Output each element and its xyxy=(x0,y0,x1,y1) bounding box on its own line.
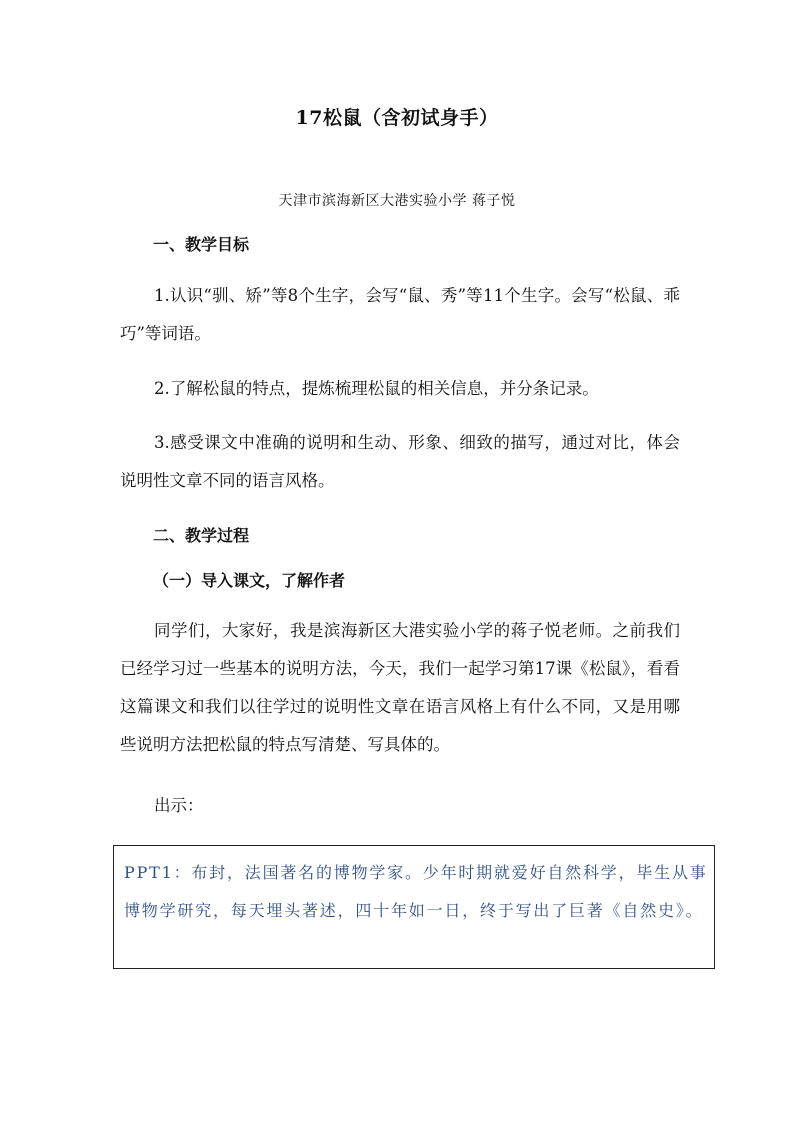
show-label: 出示： xyxy=(154,796,204,815)
subsection-heading-1: （一）导入课文，了解作者 xyxy=(153,571,346,590)
document-title: 17松鼠（含初试身手） xyxy=(295,107,499,129)
process-heading: 二、教学过程 xyxy=(153,526,250,545)
goal-paragraph-2: 2.了解松鼠的特点，提炼梳理松鼠的相关信息，并分条记录。 xyxy=(154,379,599,398)
author-line: 天津市滨海新区大港实验小学 蒋子悦 xyxy=(278,193,516,209)
ppt-callout-box xyxy=(113,845,715,969)
goal-paragraph-1: 1.认识“驯、矫”等8个生字，会写“鼠、秀”等11个生字。会写“松鼠、乖巧”等词语。 xyxy=(120,286,680,343)
goal-paragraph-3: 3.感受课文中准确的说明和生动、形象、细致的描写，通过对比，体会说明性文章不同的语言风格。 xyxy=(120,433,680,490)
goals-heading: 一、教学目标 xyxy=(153,235,250,254)
intro-paragraph: 同学们，大家好，我是滨海新区大港实验小学的蒋子悦老师。之前我们已经学习过一些基本的说明方法，今天，我们一起学习第17课《松鼠》，看看这篇课文和我们以往学过的说明性文章在语言风格上有什么不同，又是用哪些说明方法把松鼠的特点写清楚、写具体的。 xyxy=(120,621,680,754)
ppt1-text: PPT1：布封，法国著名的博物学家。少年时期就爱好自然科学，毕生从事博物学研究，每天埋头著述，四十年如一日，终于写出了巨著《自然史》。 xyxy=(124,863,708,920)
